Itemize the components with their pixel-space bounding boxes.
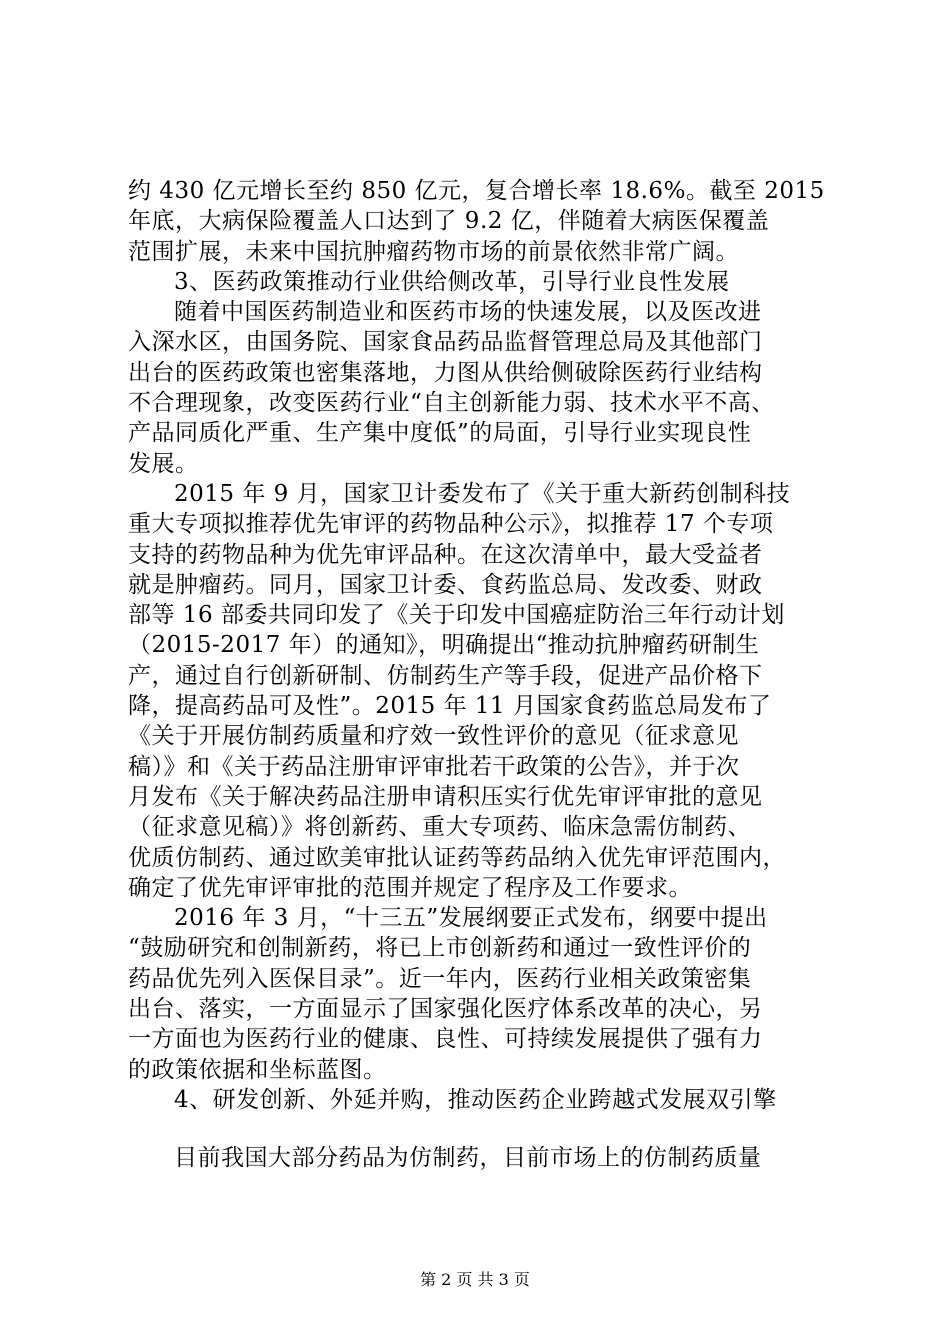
text-line: 目前我国大部分药品为仿制药，目前市场上的仿制药质量 — [174, 1145, 762, 1172]
text-line: （征求意见稿）》将创新药、重大专项药、临床急需仿制药、 — [128, 814, 751, 841]
paragraph-gap — [128, 1115, 840, 1143]
text-line: 2015 年 9 月，国家卫计委发布了《关于重大新药创制科技 — [174, 480, 791, 507]
text-line: 就是肿瘤药。同月，国家卫计委、食药监总局、发改委、财政 — [128, 571, 763, 598]
text-line: 支持的药物品种为优先审评品种。在这次清单中，最大受益者 — [128, 541, 763, 568]
text-line: 年底，大病保险覆盖人口达到了 9.2 亿，伴随着大病医保覆盖 — [128, 208, 770, 235]
text-line: 降，提高药品可及性”。2015 年 11 月国家食药监总局发布了 — [128, 693, 772, 720]
section-heading: 3、医药政策推动行业供给侧改革，引导行业良性发展 — [174, 268, 730, 295]
text-line: 药品优先列入医保目录”。近一年内，医药行业相关政策密集 — [128, 965, 752, 992]
text-line: 部等 16 部委共同印发了《关于印发中国癌症防治三年行动计划 — [128, 602, 785, 629]
text-line: 不合理现象，改变医药行业“自主创新能力弱、技术水平不高、 — [128, 390, 775, 417]
document-body — [128, 176, 840, 1174]
section-heading: 4、研发创新、外延并购，推动医药企业跨越式发展双引擎 — [174, 1086, 777, 1113]
text-line: 产，通过自行创新研制、仿制药生产等手段，促进产品价格下 — [128, 662, 763, 689]
text-line: 产品同质化严重、生产集中度低”的局面，引导行业实现良性 — [128, 420, 752, 447]
text-line: 范围扩展，未来中国抗肿瘤药物市场的前景依然非常广阔。 — [128, 238, 739, 265]
text-line: 出台的医药政策也密集落地，力图从供给侧破除医药行业结构 — [128, 359, 763, 386]
text-line: 的政策依据和坐标蓝图。 — [128, 1056, 387, 1083]
text-line: 约 430 亿元增长至约 850 亿元，复合增长率 18.6%。截至 2015 — [128, 178, 825, 204]
text-line: 2016 年 3 月，“十三五”发展纲要正式发布，纲要中提出 — [174, 905, 768, 932]
text-line: 重大专项拟推荐优先审评的药物品种公示》，拟推荐 17 个专项 — [128, 511, 774, 538]
text-line: 随着中国医药制造业和医药市场的快速发展，以及医改进 — [174, 299, 762, 326]
text-line: 稿）》和《关于药品注册审评审批若干政策的公告》，并于次 — [128, 753, 740, 780]
page-number: 第 2 页 共 3 页 — [420, 1270, 530, 1289]
text-line: 优质仿制药、通过欧美审批认证药等药品纳入优先审评范围内， — [128, 844, 786, 871]
text-line: 月发布《关于解决药品注册申请积压实行优先审评审批的意见 — [128, 783, 763, 810]
text-line: （2015-2017 年）的通知》，明确提出“推动抗肿瘤药研制生 — [128, 632, 760, 659]
text-line: 发展。 — [128, 450, 199, 477]
text-line: 一方面也为医药行业的健康、良性、可持续发展提供了强有力 — [128, 1026, 763, 1053]
text-line: “鼓励研究和创制新药，将已上市创新药和通过一致性评价的 — [128, 935, 752, 962]
text-line: 《关于开展仿制药质量和疗效一致性评价的意见（征求意见 — [128, 723, 739, 750]
text-line: 入深水区，由国务院、国家食品药品监督管理总局及其他部门 — [128, 329, 763, 356]
text-line: 出台、落实，一方面显示了国家强化医疗体系改革的决心，另 — [128, 996, 763, 1023]
text-line: 确定了优先审评审批的范围并规定了程序及工作要求。 — [128, 874, 692, 901]
